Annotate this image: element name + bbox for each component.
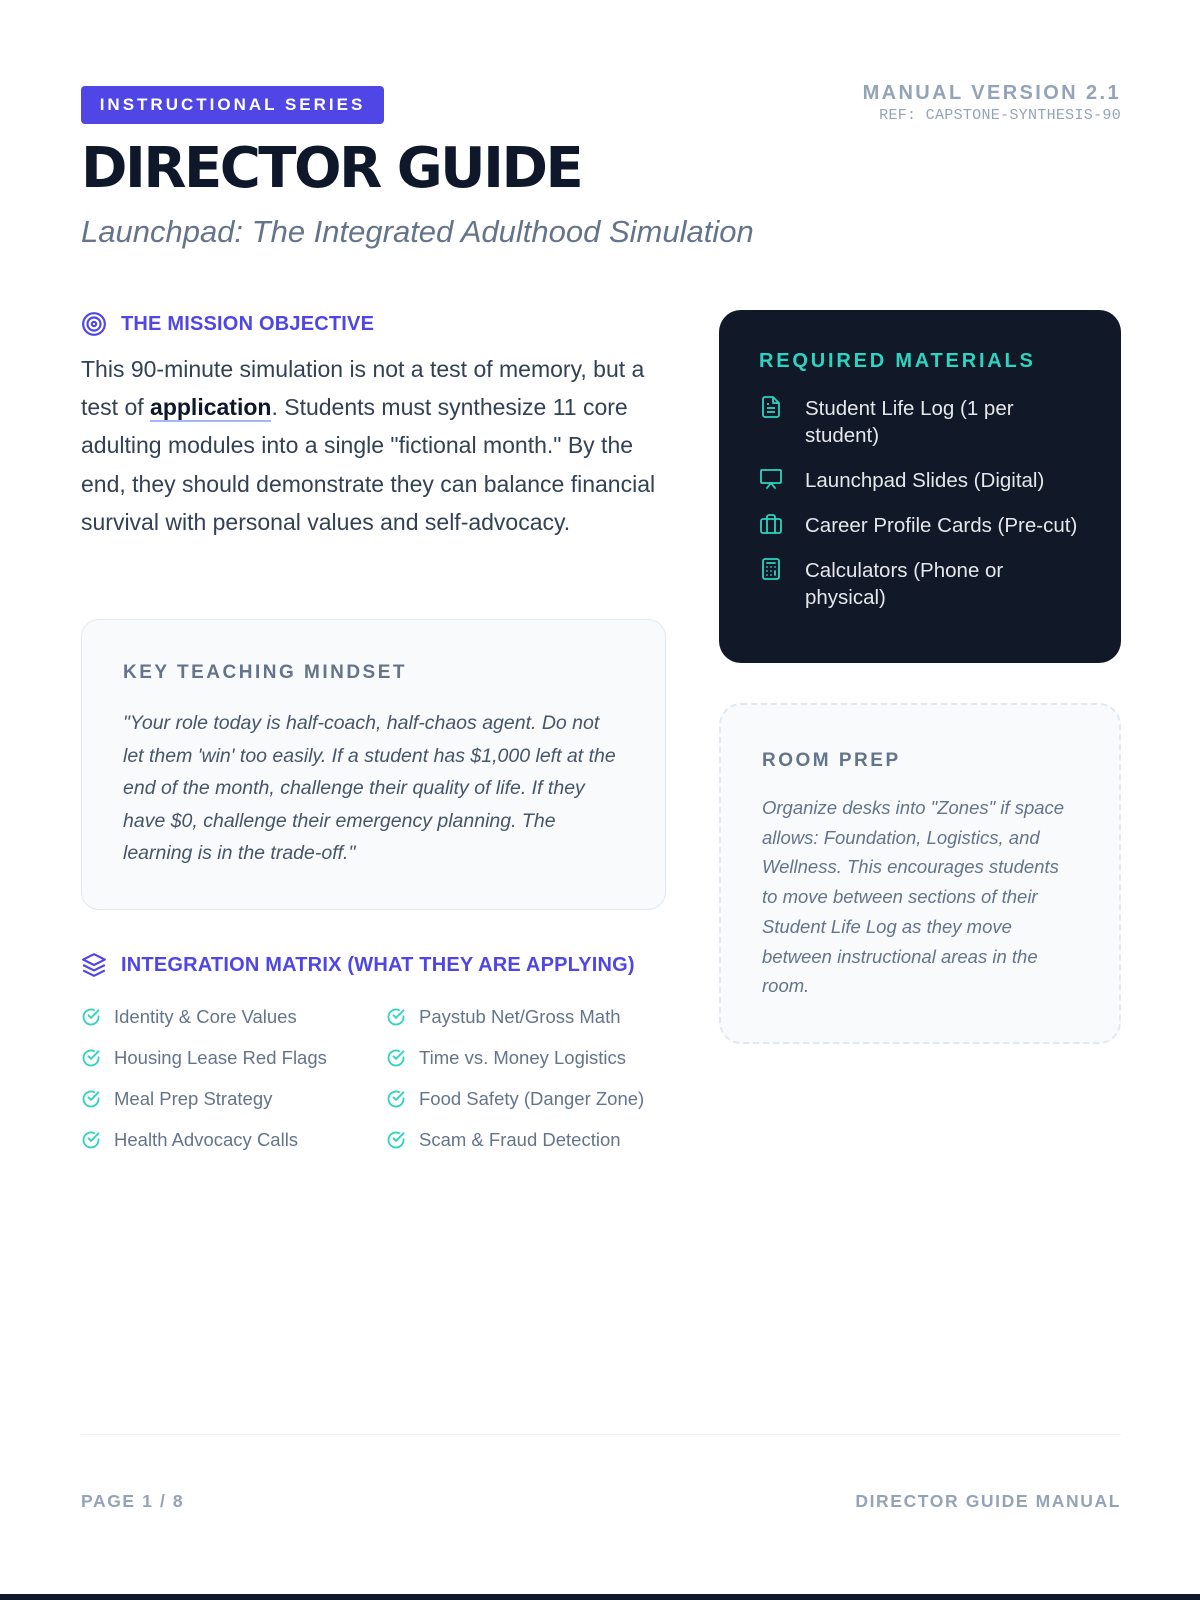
required-materials-card [719,310,1121,663]
matrix-item-label: Paystub Net/Gross Math [419,1005,621,1027]
room-prep-card [719,703,1121,1044]
matrix-item [386,1037,671,1078]
integration-matrix [81,996,671,1160]
check-circle-icon [386,1048,406,1068]
material-label: Launchpad Slides (Digital) [805,469,1045,492]
footer-doc-name: DIRECTOR GUIDE MANUAL [855,1491,1121,1511]
check-circle-icon [386,1089,406,1109]
document-page [81,0,1121,1600]
version-block [863,82,1121,124]
matrix-heading-label: INTEGRATION MATRIX (WHAT THEY ARE APPLYING) [121,953,635,976]
matrix-item [81,1119,386,1160]
layers-icon [81,952,107,978]
material-item [759,467,1081,494]
target-icon [81,311,107,337]
reference-code: REF: CAPSTONE-SYNTHESIS-90 [879,107,1121,124]
teaching-mindset-card [81,619,666,910]
material-label: Calculators (Phone or physical) [805,559,1004,609]
briefcase-icon [759,512,783,536]
matrix-item [81,1037,386,1078]
materials-list [759,395,1081,611]
mission-text-after: . Students must synthesize 11 core adulting modules into a single "fictional month." By the end, they should demonstrate they can balance financial survival with personal values and self-advocacy. [81,394,656,535]
matrix-item-label: Meal Prep Strategy [114,1087,273,1109]
matrix-item-label: Housing Lease Red Flags [114,1046,327,1068]
matrix-item [81,996,386,1037]
mindset-label: KEY TEACHING MINDSET [123,662,408,683]
matrix-item-label: Food Safety (Danger Zone) [419,1087,645,1109]
manual-version: MANUAL VERSION 2.1 [862,82,1121,104]
page-number: PAGE 1 / 8 [81,1491,185,1511]
material-item [759,395,1081,449]
matrix-item [386,996,671,1037]
matrix-item-label: Identity & Core Values [114,1005,297,1027]
material-item [759,557,1081,611]
check-circle-icon [81,1089,101,1109]
mission-text-before: This 90-minute simulation is not a test of memory, but a test of [81,356,645,421]
room-prep-title: ROOM PREP [762,750,901,771]
check-circle-icon [386,1130,406,1150]
matrix-item [386,1078,671,1119]
matrix-item-label: Health Advocacy Calls [114,1128,299,1150]
material-label: Career Profile Cards (Pre-cut) [805,514,1078,537]
materials-title: REQUIRED MATERIALS [759,350,1036,372]
check-circle-icon [81,1007,101,1027]
mission-heading-label: THE MISSION OBJECTIVE [121,312,375,335]
check-circle-icon [386,1007,406,1027]
matrix-heading [81,952,635,978]
matrix-item [386,1119,671,1160]
mindset-quote: "Your role today is half-coach, half-chaos agent. Do not let them 'win' too easily. If a student has $1,000 left at the end of the month, challenge their quality of life. If they have $0, challenge their emergency planning. The learning is in the trade-off." [123,712,616,864]
document-icon [759,395,783,419]
material-label: Student Life Log (1 per student) [805,397,1014,447]
page-title: DIRECTOR GUIDE [81,136,582,201]
page-subtitle: Launchpad: The Integrated Adulthood Simulation [81,214,754,249]
series-badge: INSTRUCTIONAL SERIES [81,86,384,124]
room-prep-text: Organize desks into "Zones" if space allows: Foundation, Logistics, and Wellness. This encourages students to move between sections of their Student Life Log as they move between instructional areas in the room. [762,797,1065,997]
presentation-icon [759,467,783,491]
footer-divider [81,1434,1121,1435]
material-item [759,512,1081,539]
bottom-bar [0,1594,1200,1600]
calculator-icon [759,557,783,581]
matrix-item-label: Scam & Fraud Detection [419,1128,621,1150]
check-circle-icon [81,1130,101,1150]
matrix-item-label: Time vs. Money Logistics [419,1046,626,1068]
matrix-item [81,1078,386,1119]
mission-text [81,350,671,541]
mission-heading [81,311,374,337]
mission-emphasis: application [150,394,272,421]
check-circle-icon [81,1048,101,1068]
